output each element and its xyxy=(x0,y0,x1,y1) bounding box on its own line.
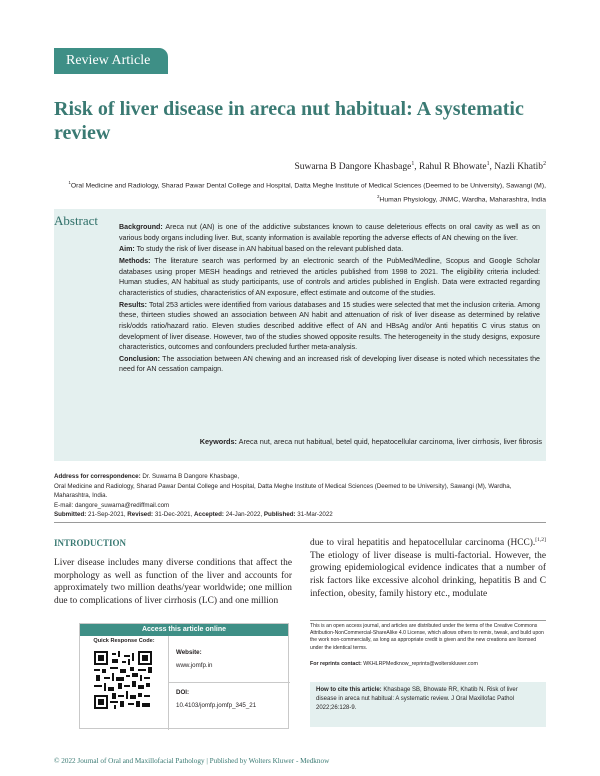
dates-line xyxy=(54,510,546,520)
affiliation-text: Oral Medicine and Radiology, Sharad Pawar Dental College and Hospital, Datta Meghe Institute of Medical Sciences (Deemed to be University), Sawangi (M), xyxy=(70,182,546,190)
date-label: Accepted: xyxy=(194,511,224,519)
access-online-box xyxy=(79,623,289,729)
author-name[interactable]: Rahul R Bhowate xyxy=(419,162,487,173)
doi-link[interactable]: 10.4103/jomfp.jomfp_345_21 xyxy=(176,702,257,709)
abstract-methods xyxy=(119,256,540,298)
date-value: 31-Mar-2022 xyxy=(297,511,333,519)
author-affil-mark: 2 xyxy=(543,161,546,167)
access-header: Access this article online xyxy=(80,624,288,636)
intro-text: The etiology of liver disease is multi-factorial. However, the growing epidemiological evidence indicates that a number of risk factors like excessive alcohol drinking, hepatitis B and C infection, obesity, family history etc., modulate xyxy=(310,550,546,599)
correspondence-line xyxy=(54,472,546,482)
abstract-aim xyxy=(119,244,540,255)
affil-mark: 2 xyxy=(377,193,380,199)
citation-mark[interactable]: [1,2] xyxy=(535,537,546,543)
license-notice: This is an open access journal, and articles are distributed under the terms of the Creative Commons Attribution-NonCommercial-ShareAlike 4.0 License, which allows others to remix, tweak, and build upon the work non-commercially, as long as appropriate credit is given and the new creations are licensed under the identical terms. xyxy=(310,620,546,652)
section-text: Areca nut (AN) is one of the addictive substances known to cause deleterious effects on oral cavity as well as on various body organs including liver. But, scanty information is available reporting the adverse effects of AN chewing on the liver. xyxy=(119,223,540,242)
correspondence-name: Dr. Suwarna B Dangore Khasbage, xyxy=(142,473,240,480)
website-link[interactable]: www.jomfp.in xyxy=(176,662,213,669)
keywords-text: Areca nut, areca nut habitual, betel quid, hepatocellular carcinoma, liver cirrhosis, liver fibrosis xyxy=(238,437,542,446)
doi-label: DOI: xyxy=(176,689,190,696)
article-title: Risk of liver disease in areca nut habitual: A systematic review xyxy=(54,98,524,144)
section-label: Background: xyxy=(119,223,163,231)
section-text: The association between AN chewing and an increased risk of developing liver disease is noted which necessitates the need for AN cessation campaign. xyxy=(119,354,540,374)
abstract-conclusion xyxy=(119,354,540,375)
correspondence-address: Oral Medicine and Radiology, Sharad Pawar Dental College and Hospital, Datta Meghe Institute of Medical Sciences (Deemed to be University), Sawangi (M), Wardha, Maharashtra, India. xyxy=(54,482,512,500)
citation-box xyxy=(310,682,546,727)
date-label: Submitted: xyxy=(54,511,87,519)
intro-text: due to viral hepatitis and hepatocellular carcinoma (HCC). xyxy=(310,538,536,549)
cite-text: Khasbage SB, Bhowate RR, Khatib N. Risk of liver disease in areca nut habitual: A systematic review. J Oral Maxillofac Pathol 2022;26:128-9. xyxy=(316,687,518,711)
section-text: Total 253 articles were identified from various databases and 15 studies were selected that met the inclusion criteria. Among these, thirteen studies showed an association between AN habit and attenuation of risk of liver disease as determined by relative risk/odds ratio/hazard ratio. Eleven studies described additive effect of AN and HBsAg and/or Anti hepatitis C virus status on development of liver disease. However, two of the studies showed opposite results. The heterogeneity in the study designs, exposure characteristics, outcomes and confounders precluded further meta-analysis. xyxy=(119,300,540,352)
section-label: Methods: xyxy=(119,257,151,266)
reprints-contact xyxy=(310,661,546,668)
article-type-badge: Review Article xyxy=(54,48,168,74)
section-label: Results: xyxy=(119,300,147,309)
abstract-background xyxy=(119,222,540,243)
qr-label: Quick Response Code: xyxy=(93,638,155,644)
author-name[interactable]: Nazli Khatib xyxy=(494,162,544,173)
date-value: 21-Sep-2021, xyxy=(88,511,126,519)
author-affil-mark: 1 xyxy=(486,161,490,167)
author-list: Suwarna B Dangore Khasbage$^1$, Rahul R Bhowate$^1$, Nazli Khatib$^2$ xyxy=(294,161,546,173)
author-affil-mark: 1 xyxy=(411,161,415,167)
reprints-email[interactable]: WKHLRPMedknow_reprints@wolterskluwer.com xyxy=(363,661,478,667)
intro-left-column: Liver disease includes many diverse conditions that affect the morphology as well as function of the liver and accounts for approximately two million deaths/year worldwide; one million due to complications of liver cirrhosis (LC) and one million xyxy=(54,558,292,606)
section-label: Conclusion: xyxy=(119,354,160,363)
keywords xyxy=(176,436,542,447)
affiliation-text: Human Physiology, JNMC, Wardha, Maharashtra, India xyxy=(379,196,546,204)
section-text: To study the risk of liver disease in AN habitual based on the relevant published data. xyxy=(136,245,404,254)
correspondence-label: Address for correspondence: xyxy=(54,473,141,480)
keywords-label: Keywords: xyxy=(199,437,237,446)
author-name[interactable]: Suwarna B Dangore Khasbage xyxy=(294,162,412,173)
box-divider xyxy=(168,636,169,730)
qr-code-icon[interactable] xyxy=(94,651,152,709)
section-text: The literature search was performed by an electronic search of the PubMed/Medline, Scopus and Google Scholar databases using proper MESH headings and retrieved the articles published from 1998 to 2021. The eligibility criteria included: Human studies, AN habitual as study participants, use of controls and articles published in English. Data were extracted regarding characteristics of studies, characteristics of AN exposure, effect estimate and outcome of the studies. xyxy=(119,257,540,297)
affiliations xyxy=(46,178,546,206)
abstract-results xyxy=(119,300,540,353)
date-label: Revised: xyxy=(127,511,154,519)
date-value: 24-Jan-2022, xyxy=(225,511,263,519)
abstract-heading: Abstract xyxy=(54,213,99,228)
abstract-body xyxy=(119,222,540,375)
section-label: Aim: xyxy=(119,245,135,254)
intro-right-column xyxy=(310,534,546,600)
cite-label: How to cite this article: xyxy=(316,687,382,693)
date-value: 31-Dec-2021, xyxy=(154,511,193,519)
website-label: Website: xyxy=(176,649,202,656)
affil-mark: 1 xyxy=(68,180,71,185)
reprints-label: For reprints contact: xyxy=(310,661,362,667)
section-heading-introduction: INTRODUCTION xyxy=(54,538,127,548)
correspondence-block xyxy=(54,472,546,523)
page-footer: © 2022 Journal of Oral and Maxillofacial Pathology | Published by Wolters Kluwer - Medknow xyxy=(54,757,330,765)
correspondence-email[interactable]: E-mail: dangore_suwarna@rediffmail.com xyxy=(54,501,170,509)
box-divider xyxy=(168,682,290,683)
date-label: Published: xyxy=(263,511,296,519)
